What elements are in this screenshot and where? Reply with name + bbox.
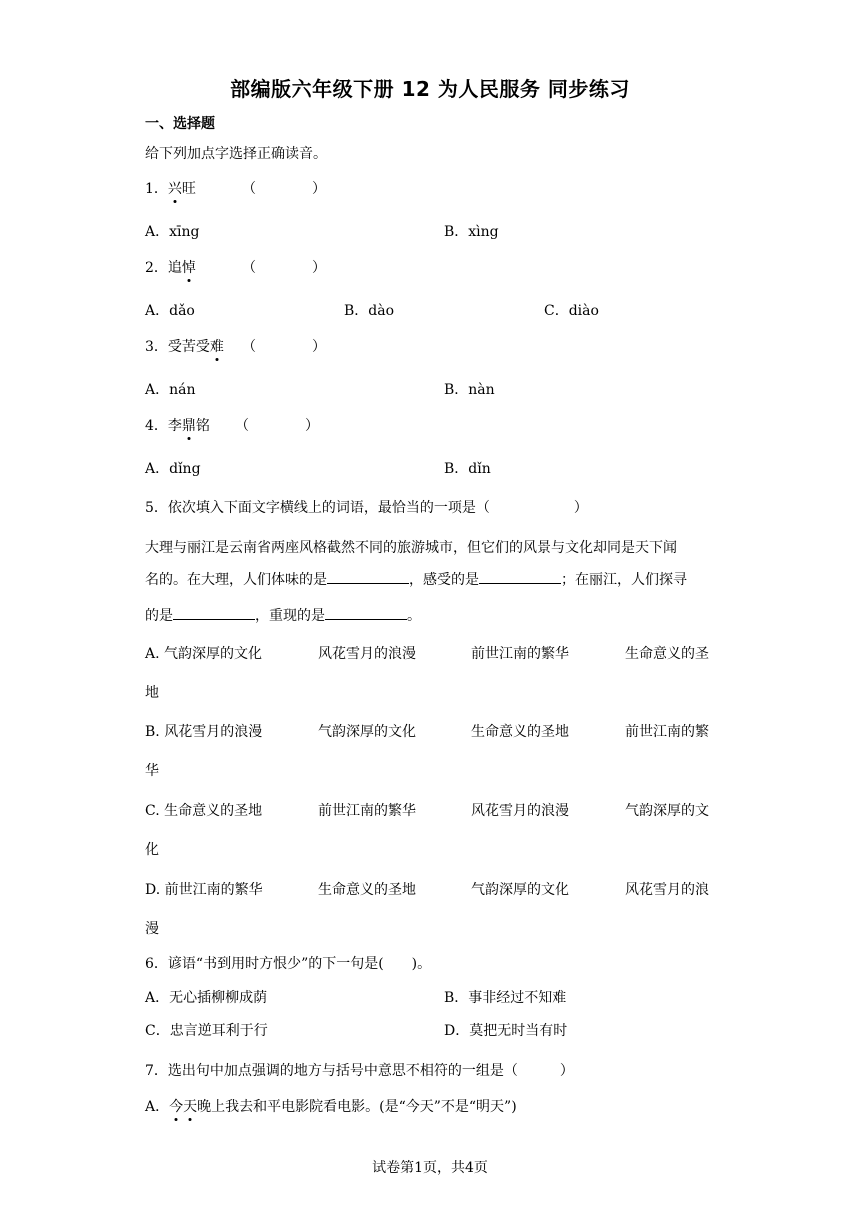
option-a[interactable]: A．xīng [145, 224, 200, 240]
option-col: 生命意义的圣地 [318, 882, 416, 898]
option-col: D. 前世江南的繁华 [145, 882, 263, 898]
passage-text: 。 [407, 608, 421, 624]
passage-text: ；在丽江，人们探寻 [561, 572, 687, 588]
option-col: 前世江南的繁 [625, 724, 709, 740]
question-2 [145, 257, 196, 277]
option-col: 风花雪月的浪漫 [471, 803, 569, 819]
option-b[interactable]: B．nàn [444, 382, 495, 398]
question-4 [145, 415, 210, 435]
option-a[interactable]: A．无心插柳柳成荫 [145, 990, 268, 1006]
question-word: 铭 [195, 418, 210, 434]
option-text: 晚上我去和平电影院看电影。(是“今天”不是“明天”) [197, 1099, 517, 1115]
fill-blank[interactable] [173, 605, 255, 620]
passage-text: ，重现的是 [255, 608, 325, 624]
passage-text: 名的。在大理，人们体味的是 [145, 572, 327, 588]
answer-paren: （ ） [242, 181, 326, 197]
question-6-stem: 6．谚语“书到用时方恨少”的下一句是( )。 [145, 956, 432, 972]
option-col: 生命意义的圣 [625, 646, 709, 662]
option-a[interactable]: A．dǎo [145, 303, 195, 319]
page-footer: 试卷第1页，共4页 [372, 1160, 488, 1176]
question-5-stem: 5．依次填入下面文字横线上的词语，最恰当的一项是（ ） [145, 500, 588, 516]
dotted-char: 鼎 [182, 415, 196, 435]
passage-text: 的是 [145, 608, 173, 624]
option-b[interactable]: B．dào [344, 303, 395, 319]
answer-paren: （ ） [242, 339, 326, 355]
option-col: 风花雪月的浪漫 [318, 646, 416, 662]
option-b[interactable]: B．xìng [444, 224, 499, 240]
question-number: 2． [145, 260, 168, 276]
dotted-char: 今 [169, 1096, 183, 1116]
option-a[interactable]: A．nán [145, 382, 196, 398]
option-col: 前世江南的繁华 [318, 803, 416, 819]
passage-line: 大理与丽江是云南省两座风格截然不同的旅游城市，但它们的风景与文化却同是天下闻 [145, 540, 677, 556]
question-word: 李 [167, 418, 182, 434]
question-1 [145, 178, 196, 198]
option-d[interactable]: D．莫把无时当有时 [444, 1023, 568, 1039]
dotted-char: 悼 [182, 257, 196, 277]
question-number: 4． [145, 418, 168, 434]
question-7-stem: 7．选出句中加点强调的地方与括号中意思不相符的一组是（ ） [145, 1063, 574, 1079]
option-c[interactable]: C．diào [544, 303, 599, 319]
passage-line [145, 605, 421, 625]
fill-blank[interactable] [479, 569, 561, 584]
fill-blank[interactable] [327, 569, 409, 584]
option-b[interactable]: B．事非经过不知难 [444, 990, 567, 1006]
answer-paren: （ ） [235, 418, 319, 434]
option-col: 风花雪月的浪 [625, 882, 709, 898]
option-col: 漫 [145, 921, 159, 937]
option-a[interactable]: A．dǐng [145, 461, 201, 477]
section-heading: 一、选择题 [145, 116, 215, 132]
question-number: 1． [145, 181, 168, 197]
question-word: 受苦受 [167, 339, 210, 355]
option-col: 气韵深厚的文 [625, 803, 709, 819]
option-col: A. 气韵深厚的文化 [145, 646, 263, 662]
instruction-text: 给下列加点字选择正确读音。 [145, 146, 327, 162]
answer-paren: （ ） [242, 260, 326, 276]
question-word: 追 [167, 260, 182, 276]
option-c[interactable]: C．忠言逆耳利于行 [145, 1023, 268, 1039]
question-word: 旺 [181, 181, 196, 197]
option-col: 前世江南的繁华 [471, 646, 569, 662]
option-col: 气韵深厚的文化 [318, 724, 416, 740]
fill-blank[interactable] [325, 605, 407, 620]
option-col: 生命意义的圣地 [471, 724, 569, 740]
option-col: 化 [145, 842, 159, 858]
option-a[interactable] [145, 1096, 517, 1116]
option-label: A． [145, 1099, 170, 1115]
question-3 [145, 336, 224, 356]
question-number: 3． [145, 339, 168, 355]
dotted-char: 天 [183, 1096, 197, 1116]
option-col: 气韵深厚的文化 [471, 882, 569, 898]
dotted-char: 兴 [168, 178, 182, 198]
option-b[interactable]: B．dǐn [444, 461, 491, 477]
passage-line [145, 569, 687, 589]
option-col: B. 风花雪月的浪漫 [145, 724, 263, 740]
passage-text: ，感受的是 [409, 572, 479, 588]
option-col: 地 [145, 685, 159, 701]
dotted-char: 难 [210, 336, 224, 356]
option-col: 华 [145, 763, 159, 779]
page-title: 部编版六年级下册 12 为人民服务 同步练习 [230, 77, 630, 101]
option-col: C. 生命意义的圣地 [145, 803, 263, 819]
